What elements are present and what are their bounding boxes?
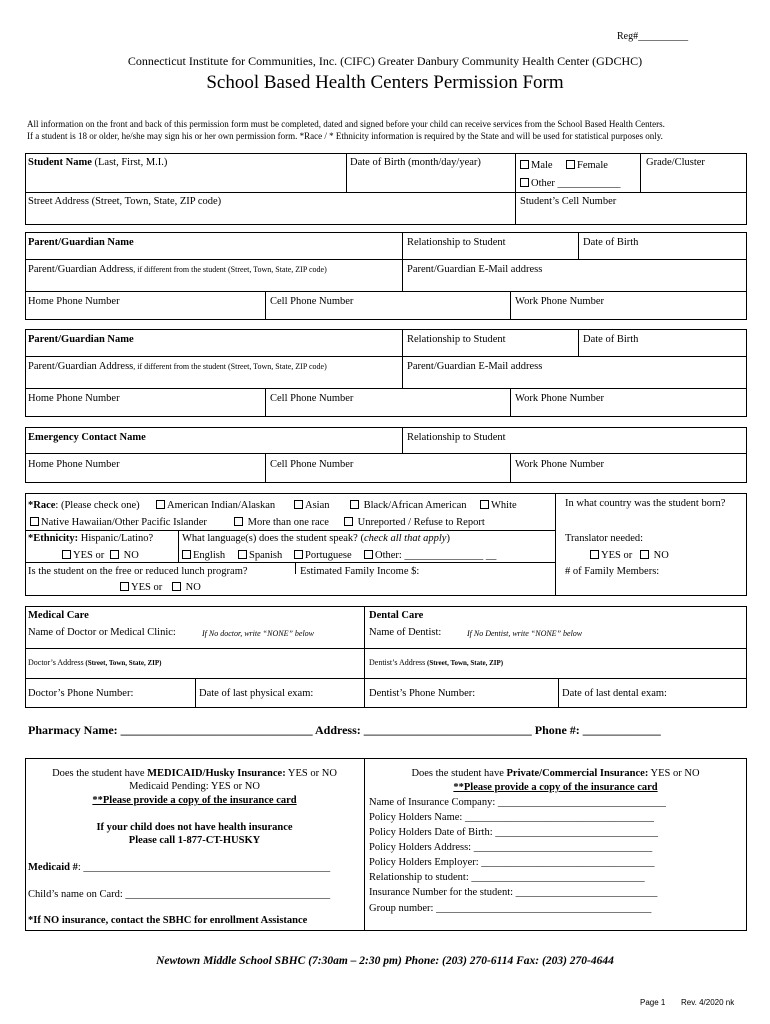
translator-label: Translator needed: bbox=[565, 533, 644, 544]
guardian-2-name-label[interactable]: Parent/Guardian Name bbox=[28, 334, 134, 345]
female-checkbox[interactable] bbox=[566, 160, 575, 169]
medical-care-title: Medical Care bbox=[28, 610, 89, 621]
language-spanish[interactable]: Spanish bbox=[238, 549, 282, 562]
ethnicity-yes[interactable]: YES or bbox=[62, 549, 104, 562]
dentist-note: If No Dentist, write “NONE” below bbox=[467, 629, 583, 638]
guardian-1-cell-phone-label[interactable]: Cell Phone Number bbox=[270, 296, 354, 307]
language-portuguese[interactable]: Portuguese bbox=[294, 549, 352, 562]
race-unreported[interactable]: Unreported / Refuse to Report bbox=[344, 516, 485, 529]
dentist-name-label[interactable]: Name of Dentist: bbox=[369, 627, 442, 638]
guardian-2-work-phone-label[interactable]: Work Phone Number bbox=[515, 393, 604, 404]
lunch-yes[interactable]: YES or bbox=[120, 581, 162, 594]
language-english[interactable]: English bbox=[182, 549, 225, 562]
dentist-phone-label[interactable]: Dentist’s Phone Number: bbox=[369, 688, 476, 699]
doctor-name-label[interactable]: Name of Doctor or Medical Clinic: bbox=[28, 627, 176, 638]
emergency-work-phone-label[interactable]: Work Phone Number bbox=[515, 459, 604, 470]
emergency-cell-phone-label[interactable]: Cell Phone Number bbox=[270, 459, 354, 470]
reg-number: Reg#__________ bbox=[617, 31, 689, 42]
medicaid-copy-note: **Please provide a copy of the insurance card bbox=[92, 795, 297, 806]
grade-label[interactable]: Grade/Cluster bbox=[646, 157, 705, 168]
checkbox[interactable] bbox=[344, 517, 353, 526]
race-asian[interactable]: Asian bbox=[294, 499, 330, 512]
guardian-1-home-phone-label[interactable]: Home Phone Number bbox=[28, 296, 120, 307]
policy-holder-employer-field[interactable]: Policy Holders Employer: _________________________________ bbox=[369, 857, 655, 868]
medicaid-question[interactable]: Does the student have MEDICAID/Husky Insurance: YES or NO bbox=[52, 768, 337, 779]
guardian-1-email-label[interactable]: Parent/Guardian E-Mail address bbox=[407, 264, 543, 275]
gender-other[interactable]: Other ____________ bbox=[520, 177, 621, 190]
dental-care-title: Dental Care bbox=[369, 610, 424, 621]
checkbox[interactable] bbox=[294, 550, 303, 559]
policy-holder-name-field[interactable]: Policy Holders Name: ____________________________________ bbox=[369, 812, 654, 823]
language-other[interactable]: Other: _______________ __ bbox=[364, 549, 496, 562]
no-insurance-contact: *If NO insurance, contact the SBHC for enrollment Assistance bbox=[28, 915, 308, 926]
guardian-1-name-label[interactable]: Parent/Guardian Name bbox=[28, 237, 134, 248]
revision-label: Rev. 4/2020 nk bbox=[681, 998, 735, 1007]
checkbox[interactable] bbox=[364, 550, 373, 559]
no-insurance-line-1: If your child does not have health insurance bbox=[96, 822, 293, 833]
checkbox[interactable] bbox=[234, 517, 243, 526]
language-question: What language(s) does the student speak? (check all that apply) bbox=[182, 533, 450, 544]
emergency-name-label[interactable]: Emergency Contact Name bbox=[28, 432, 146, 443]
medicaid-pending[interactable]: Medicaid Pending: YES or NO bbox=[129, 781, 260, 792]
race-more-than-one[interactable]: More than one race bbox=[234, 516, 329, 529]
doctor-phone-label[interactable]: Doctor’s Phone Number: bbox=[28, 688, 134, 699]
student-cell-label[interactable]: Student’s Cell Number bbox=[520, 196, 617, 207]
guardian-2-cell-phone-label[interactable]: Cell Phone Number bbox=[270, 393, 354, 404]
last-physical-label[interactable]: Date of last physical exam: bbox=[199, 688, 314, 699]
checkbox[interactable] bbox=[480, 500, 489, 509]
page-title: School Based Health Centers Permission Form bbox=[206, 72, 564, 93]
checkbox[interactable] bbox=[350, 500, 359, 509]
translator-no[interactable]: NO bbox=[640, 549, 669, 562]
child-name-on-card-field[interactable]: Child’s name on Card: _______________________________________ bbox=[28, 889, 331, 900]
student-name-label[interactable]: Student Name (Last, First, M.I.) bbox=[28, 157, 168, 168]
guardian-1-dob-label[interactable]: Date of Birth bbox=[583, 237, 639, 248]
student-dob-label[interactable]: Date of Birth (month/day/year) bbox=[350, 157, 481, 168]
guardian-2-home-phone-label[interactable]: Home Phone Number bbox=[28, 393, 120, 404]
dentist-address-label[interactable]: Dentist’s Address (Street, Town, State, ZIP) bbox=[369, 658, 504, 667]
student-address-label[interactable]: Street Address (Street, Town, State, ZIP code) bbox=[28, 196, 222, 207]
guardian-2-address-label[interactable]: Parent/Guardian Address, if different from the student (Street, Town, State, ZIP code) bbox=[28, 361, 327, 372]
checkbox[interactable] bbox=[238, 550, 247, 559]
relationship-field[interactable]: Relationship to student: _________________________________ bbox=[369, 872, 645, 883]
race-white[interactable]: White bbox=[480, 499, 517, 512]
emergency-relationship-label[interactable]: Relationship to Student bbox=[407, 432, 506, 443]
country-question[interactable]: In what country was the student born? bbox=[565, 498, 726, 509]
checkbox[interactable] bbox=[30, 517, 39, 526]
checkbox[interactable] bbox=[156, 500, 165, 509]
intro-line-2: If a student is 18 or older, he/she may sign his or her own permission form. *Race / * Ethnicity information is required by the State and will be used for statistical purposes only. bbox=[27, 131, 663, 141]
insurance-number-field[interactable]: Insurance Number for the student: ___________________________ bbox=[369, 887, 658, 898]
school-contact-footer: Newtown Middle School SBHC (7:30am – 2:30 pm) Phone: (203) 270-6114 Fax: (203) 270-4644 bbox=[156, 955, 614, 967]
no-insurance-line-2: Please call 1-877-CT-HUSKY bbox=[128, 835, 261, 846]
insurance-company-field[interactable]: Name of Insurance Company: ________________________________ bbox=[369, 797, 666, 808]
page-number: Page 1 bbox=[640, 998, 666, 1007]
checkbox[interactable] bbox=[62, 550, 71, 559]
guardian-1-relationship-label[interactable]: Relationship to Student bbox=[407, 237, 506, 248]
checkbox[interactable] bbox=[182, 550, 191, 559]
emergency-home-phone-label[interactable]: Home Phone Number bbox=[28, 459, 120, 470]
male-checkbox[interactable] bbox=[520, 160, 529, 169]
policy-holder-dob-field[interactable]: Policy Holders Date of Birth: _______________________________ bbox=[369, 827, 659, 838]
family-members-label[interactable]: # of Family Members: bbox=[565, 566, 660, 577]
gender-male[interactable]: Male bbox=[520, 159, 553, 172]
checkbox[interactable] bbox=[640, 550, 649, 559]
other-checkbox[interactable] bbox=[520, 178, 529, 187]
race-label: *Race: (Please check one) bbox=[28, 500, 140, 511]
race-hawaiian[interactable]: Native Hawaiian/Other Pacific Islander bbox=[30, 516, 207, 529]
race-american-indian[interactable]: American Indian/Alaskan bbox=[156, 499, 275, 512]
policy-holder-address-field[interactable]: Policy Holders Address: __________________________________ bbox=[369, 842, 653, 853]
lunch-no[interactable]: NO bbox=[172, 581, 201, 594]
private-copy-note: **Please provide a copy of the insurance card bbox=[453, 782, 658, 793]
checkbox[interactable] bbox=[120, 582, 129, 591]
guardian-2-dob-label[interactable]: Date of Birth bbox=[583, 334, 639, 345]
intro-line-1: All information on the front and back of this permission form must be completed, dated and signed before your child can receive services from the School Based Health Centers. bbox=[27, 119, 665, 129]
last-dental-label[interactable]: Date of last dental exam: bbox=[562, 688, 667, 699]
guardian-2-email-label[interactable]: Parent/Guardian E-Mail address bbox=[407, 361, 543, 372]
private-insurance-question[interactable]: Does the student have Private/Commercial Insurance: YES or NO bbox=[411, 768, 700, 779]
translator-yes[interactable]: YES or bbox=[590, 549, 632, 562]
doctor-address-label[interactable]: Doctor’s Address (Street, Town, State, ZIP) bbox=[28, 658, 162, 667]
doctor-note: If No doctor, write “NONE” below bbox=[202, 629, 315, 638]
pharmacy-line[interactable]: Pharmacy Name: ________________________________ Address: ____________________________ Phone #: _____________ bbox=[28, 723, 661, 737]
checkbox[interactable] bbox=[172, 582, 181, 591]
lunch-question: Is the student on the free or reduced lunch program? bbox=[28, 566, 248, 577]
checkbox[interactable] bbox=[110, 550, 119, 559]
checkbox[interactable] bbox=[590, 550, 599, 559]
gender-female[interactable]: Female bbox=[566, 159, 608, 172]
organization-name: Connecticut Institute for Communities, Inc. (CIFC) Greater Danbury Community Health Center (GDCHC) bbox=[127, 54, 643, 68]
ethnicity-no[interactable]: NO bbox=[110, 549, 139, 562]
medicaid-number-field[interactable]: Medicaid #: _______________________________________________ bbox=[28, 862, 331, 873]
group-number-field[interactable]: Group number: _________________________________________ bbox=[369, 903, 652, 914]
checkbox[interactable] bbox=[294, 500, 303, 509]
guardian-2-relationship-label[interactable]: Relationship to Student bbox=[407, 334, 506, 345]
income-label[interactable]: Estimated Family Income $: bbox=[300, 566, 420, 577]
race-black[interactable]: Black/African American bbox=[350, 499, 467, 512]
guardian-1-address-label[interactable]: Parent/Guardian Address, if different from the student (Street, Town, State, ZIP code) bbox=[28, 264, 327, 275]
guardian-1-work-phone-label[interactable]: Work Phone Number bbox=[515, 296, 604, 307]
ethnicity-label: *Ethnicity: Hispanic/Latino? bbox=[28, 533, 154, 544]
